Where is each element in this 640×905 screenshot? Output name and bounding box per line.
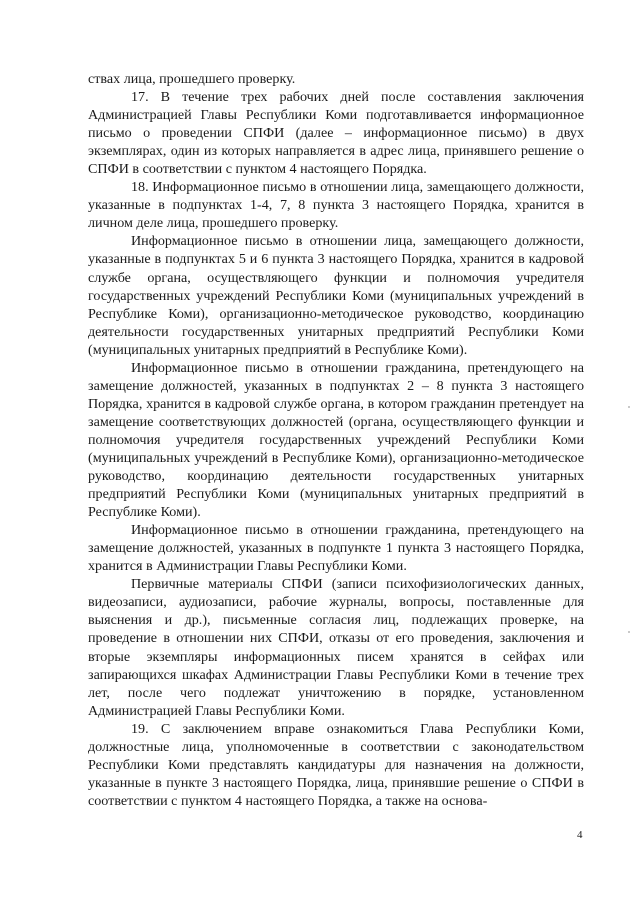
paragraph-item-18: 18. Информационное письмо в отношении лица, замещающего должности, указанные в подпунктах 1-4, 7, 8 пункта 3 настоящего Порядка, хранится в личном деле лица, прошедшего проверку.	[88, 179, 584, 232]
scan-artifact-dot	[628, 406, 630, 408]
paragraph-info-letter-citizen-2-8: Информационное письмо в отношении гражданина, претендующего на замещение должностей, указанных в подпунктах 2 – 8 пункта 3 настоящего Порядка, хранится в кадровой службе органа, в котором гражданин претендует на замещение соответствующих должностей (органа, осуществляющего функции и полномочия учредителя государственных учреждений Республики Коми (муниципальных учреждений в Республике Коми), организационно-методическое руководство, координацию деятельности государственных унитарных предприятий Республики Коми (муниципальных унитарных предприятий в Республике Коми).	[88, 359, 584, 521]
paragraph-item-17: 17. В течение трех рабочих дней после составления заключения Администрацией Главы Республики Коми подготавливается информационное письмо о проведении СПФИ (далее – информационное письмо) в двух экземплярах, один из которых направляется в адрес лица, принявшего решение о СПФИ в соответствии с пунктом 4 настоящего Порядка.	[88, 89, 584, 178]
paragraph-info-letter-citizen-1: Информационное письмо в отношении гражданина, претендующего на замещение должностей, указанных в подпункте 1 пункта 3 настоящего Порядка, хранится в Администрации Главы Республики Коми.	[88, 522, 584, 575]
paragraph-item-19: 19. С заключением вправе ознакомиться Глава Республики Коми, должностные лица, уполномоченные в соответствии с законодательством Республики Коми представлять кандидатуры для назначения на должности, указанные в пункте 3 настоящего Порядка, лица, принявшие решение о СПФИ в соответствии с пунктом 4 настоящего Порядка, а также на основа-	[88, 720, 584, 809]
page-number: 4	[577, 829, 583, 841]
paragraph-continuation: ствах лица, прошедшего проверку.	[88, 71, 296, 87]
document-body	[88, 70, 584, 810]
paragraph-primary-materials: Первичные материалы СПФИ (записи психофизиологических данных, видеозаписи, аудиозаписи, рабочие журналы, вопросы, поставленные для выяснения и др.), письменные согласия лиц, подлежащих проверке, на проведение в отношении них СПФИ, отказы от его проведения, заключения и вторые экземпляры информационных писем хранятся в сейфах или запирающихся шкафах Администрации Главы Республики Коми в течение трех лет, после чего подлежат уничтожению в порядке, установленном Администрацией Главы Республики Коми.	[88, 576, 584, 719]
paragraph-info-letter-subitems-5-6: Информационное письмо в отношении лица, замещающего должности, указанные в подпунктах 5 и 6 пункта 3 настоящего Порядка, хранится в кадровой службе органа, осуществляющего функции и полномочия учредителя государственных учреждений Республики Коми (муниципальных учреждений в Республике Коми), организационно-методическое руководство, координацию деятельности государственных унитарных предприятий Республики Коми (муниципальных унитарных предприятий в Республике Коми).	[88, 233, 584, 358]
scan-artifact-dot	[628, 631, 630, 633]
